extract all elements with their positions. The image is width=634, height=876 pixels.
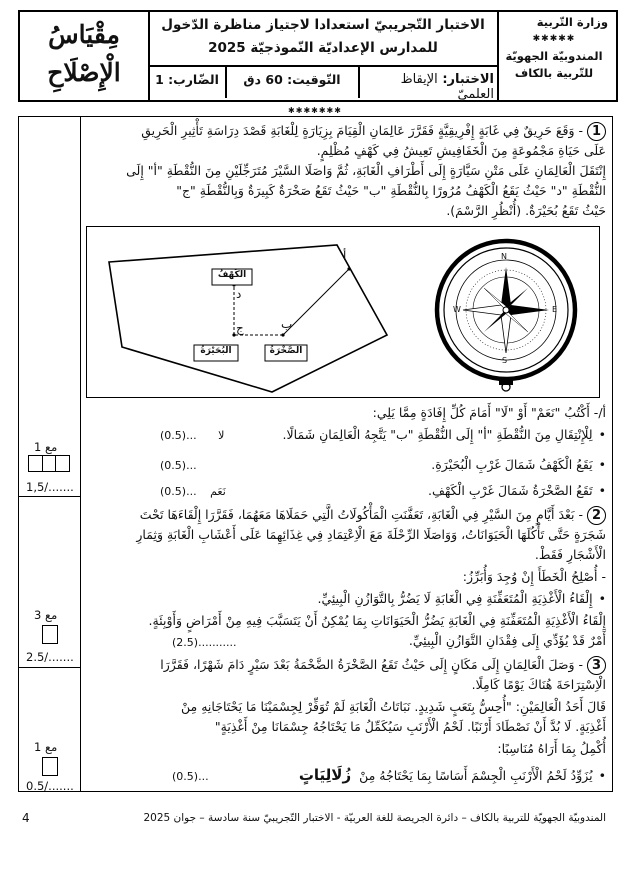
- q2-statement-text: • إِلْقَاءُ الْأَغْذِيَةِ الْمُتَعَفِّنَةِ فِي الْغَابَةِ لَا يَضُرُّ بِالتَّوَازُنِ الْبِيئِيِّ.: [318, 591, 607, 606]
- q1-item-1-answer: [160, 427, 260, 445]
- q1-para-line3: إِنْتَقَلَ الْعَالِمَانِ عَلَى مَتْنِ سَيَّارَةٍ إِلَى أَطْرَافِ الْغَابَةِ، ثُمَّ وَاصَلَا السَّيْرَ مُتَرَجِّلَيْنِ مِنَ النُّقْطَةِ "أ" إِلَى: [126, 163, 606, 178]
- compass-e: E: [552, 305, 558, 314]
- rock-label: الصَّخْرَةُ: [269, 346, 303, 356]
- path-a-b: [283, 269, 349, 335]
- margin-c1-score: 1,5/.......: [26, 480, 74, 494]
- q2-para-line3: الْأَشْجَارِ فَقَطْ.: [534, 547, 606, 562]
- q1-item-3-points: (0.5)...: [160, 485, 197, 498]
- q3-number: 3: [587, 656, 606, 675]
- q3-item: [86, 766, 606, 785]
- q3-text-l1: - وَصَلَ الْعَالِمَانِ إِلَى مَكَانٍ إِلَى حَيْثُ تَقَعُ الصَّخْرَةُ الضَّخْمَةُ بَعْدَ سَيْرٍ دَامَ شَهْرًا، فَقَرَّرَا: [160, 657, 583, 672]
- lake-label: البُحَيْرَةُ: [200, 346, 232, 356]
- q2-answer-line1: إِلْقَاءُ الْأَغْذِيَةِ الْمُتَعَفِّنَةِ فِي الْغَابَةِ يَضُرُّ الْحَيَوَانَاتِ بِمَا يُمْكِنُ أَنْ يَتَسَبَّبَ فِيهِ مِنْ أَمْرَاضٍ وَأَوْبِئَةٍ.: [148, 613, 606, 628]
- q2-answer-line2: أَمْرٌ قَدْ يُؤَدِّي إِلَى فِقْدَانِ التَّوَازُنِ الْبِيئِيِّ.: [408, 633, 606, 648]
- q2-para-line1: [86, 506, 606, 525]
- compass-s: S: [502, 356, 508, 365]
- q3-para-line3: قَالَ أَحَدُ الْعَالِمَيْنِ: "أُحِسُّ بِتَعَبٍ شَدِيدٍ. نَبَاتَاتُ الْغَابَةِ لَمْ تُوَفِّرْ لِجِسْمَيْنَا مَا يَحْتَاجَانِهِ مِنْ: [181, 699, 606, 714]
- score-box[interactable]: [43, 455, 57, 472]
- score-box[interactable]: [56, 455, 70, 472]
- margin-c1b-box[interactable]: [42, 757, 58, 776]
- compass-w: W: [453, 305, 461, 314]
- exam-time: التّوقيت: 60 دق: [243, 72, 341, 87]
- margin-c1-boxes: [28, 455, 70, 472]
- q1-instruction: أ/- أَكْتُبُ "نَعَمْ" أَوْ "لَا" أَمَامَ كُلِّ إِفَادَةٍ مِمَّا يَلِي:: [372, 405, 606, 420]
- margin-divider: [80, 116, 81, 792]
- logo-line1: مِقْيَاسُ: [48, 20, 120, 49]
- q2-para-line2: شَجَرَةٍ حَتَّى تَأْكُلَهَا الْحَيَوَانَاتُ، وَوَاصَلَا الرِّحْلَةَ مَعَ الْاِعْتِمَادِ فِي غِذَائِهِمَا عَلَى أَعْشَابِ الْغَابَةِ وَثِمَارِ: [136, 527, 606, 542]
- q3-item-text: • يُزَوِّدُ لَحْمُ الْأَرْنَبِ الْجِسْمَ أَسَاسًا بِمَا يَحْتَاجُهُ مِنْ: [359, 768, 606, 783]
- q1-para-line5: حَيْثُ تَقَعُ بُحَيْرَةٌ. (أُنْظُرِ الرَّسْمَ).: [446, 203, 606, 218]
- q3-para-line4: أَغْذِيَةٍ. لَا بُدَّ أَنْ نَصْطَادَ أَرْنَبًا. لَحْمُ الْأَرْنَبِ سَيُكَمِّلُ مَا يَحْتَاجُهُ جِسْمَانَا مِنْ أَغْذِيَةٍ": [214, 719, 606, 734]
- q1-para-line2: عَلَى حَيَاةِ مَجْمُوعَةٍ مِنَ الْخَفَافِيشِ تَعِيشُ فِي كَهْفٍ مُظْلِمٍ.: [316, 143, 606, 158]
- ministry-line3: للتّربية بالكاف: [514, 66, 594, 80]
- point-a-label: أ: [343, 249, 347, 263]
- point-d-label: د: [236, 287, 242, 301]
- margin-c1b-score: 0.5/.......: [26, 779, 74, 793]
- q2-instruction: - أُصْلِحُ الْخَطَأَ إِنْ وُجِدَ وَأُبَرِّزُ:: [462, 569, 606, 584]
- footer-page-number: 4: [22, 811, 30, 825]
- header-divider-h: [149, 65, 497, 67]
- q1-item-3-text: • تَقَعُ الصَّخْرَةُ شَمَالَ غَرْبِ الْكَهْفِ.: [428, 483, 606, 498]
- page-title: [152, 14, 494, 60]
- exam-label: الاختبار:: [442, 72, 494, 87]
- margin-c3-score: 2.5/.......: [26, 650, 74, 664]
- q1-item-1-answer-text: لا: [218, 429, 225, 442]
- header-stars: ✱✱✱✱✱✱✱: [288, 106, 342, 115]
- margin-c3-label: مع 3: [34, 608, 58, 622]
- q2-statement: [86, 590, 606, 608]
- logo-line2: الْإِصْلَاحِ: [47, 58, 121, 87]
- q3-item-answer: زُلَالِيَاتٍ: [298, 766, 352, 784]
- header-divider-right: [497, 10, 499, 100]
- margin-c3-box[interactable]: [42, 625, 58, 644]
- title-line2: للمدارس الإعداديّة النّموذجيّة 2025: [208, 40, 438, 56]
- q1-item-3-answer: [160, 483, 260, 501]
- compass-icon: [437, 241, 575, 391]
- point-a-dot: [347, 267, 350, 270]
- title-line1: الاختبار التّجريبيّ استعدادا لاجتياز مناظرة الدّخول: [161, 17, 485, 33]
- logo-text: [22, 16, 146, 92]
- ministry-line2: المندوبيّة الجهويّة: [505, 49, 603, 63]
- exam-subject: [362, 72, 494, 102]
- q3-para-line2: الْاِسْتِرَاحَةَ هُنَاكَ يَوْمًا كَامِلًا.: [471, 677, 606, 692]
- q1-item-2-answer: [160, 457, 260, 475]
- q2-points: (2.5)...........: [172, 636, 237, 649]
- exam-coefficient: الضّارب: 1: [155, 72, 219, 87]
- q1-item-2-text: • يَقَعُ الْكَهْفُ شَمَالَ غَرْبِ الْبُحَيْرَةِ.: [431, 457, 606, 472]
- q1-para-line1: [86, 122, 606, 141]
- q3-instruction: أُكْمِلُ بِمَا أَرَاهُ مُنَاسِبًا:: [497, 741, 606, 756]
- q3-points: (0.5)...: [172, 770, 209, 783]
- margin-sep-2: [19, 667, 80, 668]
- q2-number: 2: [587, 506, 606, 525]
- margin-c1-label: مع 1: [34, 440, 58, 454]
- margin-sep-1: [19, 496, 80, 497]
- ministry-line1: وزارة التّربية: [536, 15, 608, 29]
- header-divider-left: [148, 10, 150, 100]
- point-c-label: ج: [236, 321, 244, 335]
- score-box[interactable]: [28, 455, 43, 472]
- compass-n: N: [501, 252, 507, 261]
- ministry-stars: ✱✱✱✱✱: [532, 34, 576, 44]
- ministry-block: [500, 14, 608, 82]
- footer-text: المندوبيّة الجهويّة للتربية بالكاف – دائرة الجريصة للغة العربيّة - الاختبار التّجريبيّ سنة سادسة – جوان 2025: [143, 812, 606, 824]
- q1-item-2-points: (0.5)...: [160, 459, 197, 472]
- header-divider-time: [225, 66, 227, 98]
- q3-para-line1: [86, 656, 606, 675]
- margin-c1b-label: مع 1: [34, 740, 58, 754]
- q1-para-line4: النُّقْطَةِ "د" حَيْثُ يَقَعُ الْكَهْفُ مُرُورًا بِالنُّقْطَةِ "ب" حَيْثُ تَقَعُ صَخْرَةٌ كَبِيرَةٌ وَبِالنُّقْطَةِ "ج": [176, 183, 606, 198]
- q1-item-1-text: • لِلْإِنْتِقَالِ مِنَ النُّقْطَةِ "أ" إِلَى النُّقْطَةِ "ب" يَتَّجِهُ الْعَالِمَانِ شَمَالًا.: [283, 427, 606, 442]
- point-b-dot: [281, 333, 284, 336]
- q2-text-l1: - بَعْدَ أَيَّامٍ مِنَ السَّيْرِ فِي الْغَابَةِ، تَعَفَّنَتِ الْمَأْكُولَاتُ الَّتِي حَمَلَاهَا مَعَهُمَا، فَقَرَّرَا إِلْقَاءَهَا تَحْتَ: [139, 507, 583, 522]
- point-b-label: ب: [281, 317, 293, 331]
- q1-text-l1: - وَقَعَ حَرِيقٌ فِي غَابَةٍ إِفْرِيقِيَّةٍ فَقَرَّرَ عَالِمَانِ الْقِيَامَ بِزِيَارَةٍ لِلْغَابَةِ قَصْدَ دِرَاسَةِ تَأْثِيرِ الْحَرِيقِ: [141, 123, 583, 138]
- forest-outline: [109, 245, 387, 392]
- exam-value: الإيقاظ العلميّ: [400, 72, 494, 102]
- q1-item-1-points: (0.5)...: [160, 429, 197, 442]
- header-divider-exam: [358, 66, 360, 98]
- map-figure: [86, 226, 600, 398]
- q1-number: 1: [587, 122, 606, 141]
- cave-label: الكَهْفُ: [217, 270, 247, 280]
- q1-item-3-answer-text: نَعَم: [210, 485, 226, 498]
